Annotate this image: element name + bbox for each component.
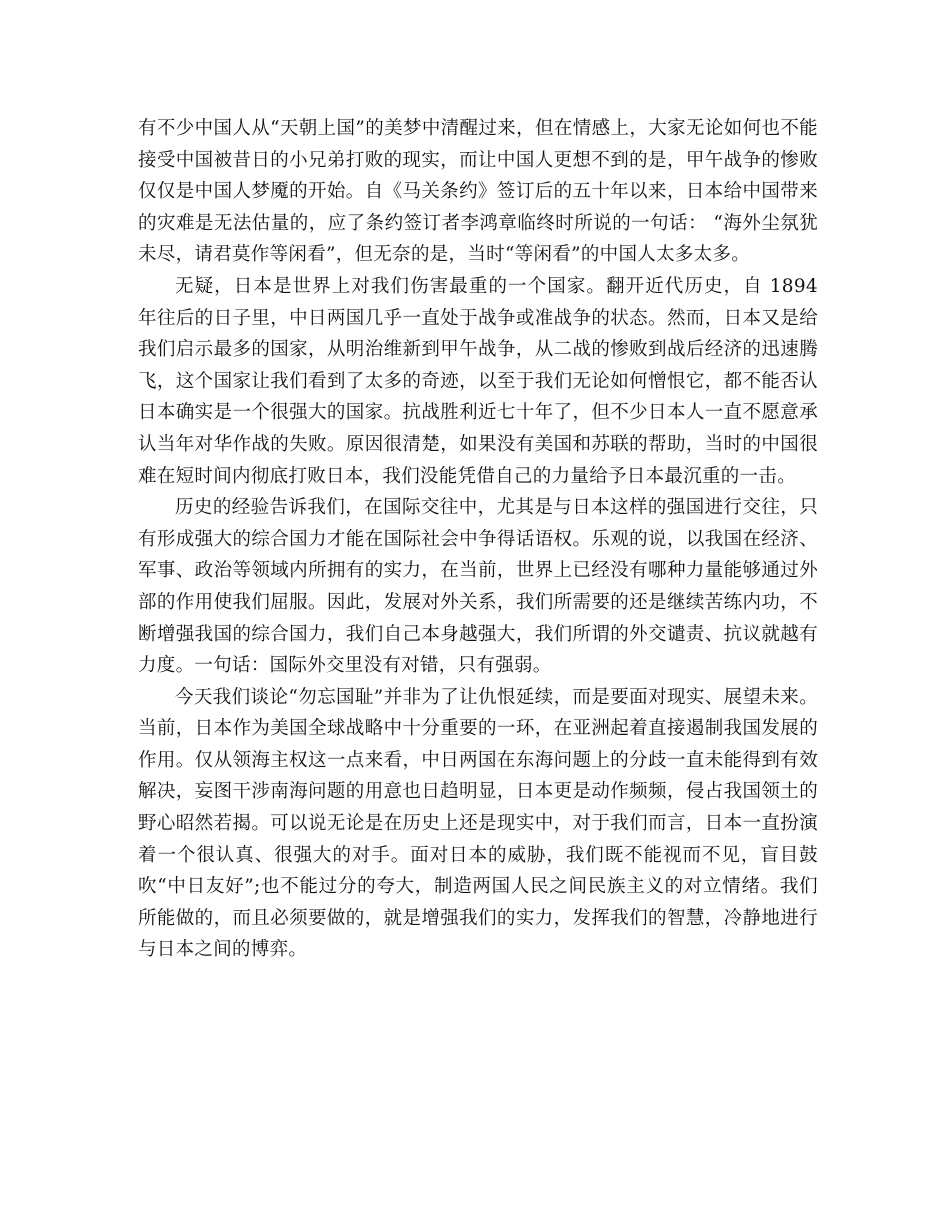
- paragraph-4: 今天我们谈论“勿忘国耻”并非为了让仇恨延续，而是要面对现实、展望未来。当前，日本作为美国全球战略中十分重要的一环，在亚洲起着直接遏制我国发展的作用。仅从领海主权这一点来看，中日两国在东海问题上的分歧一直未能得到有效解决，妄图干涉南海问题的用意也日趋明显，日本更是动作频频，侵占我国领土的野心昭然若揭。可以说无论是在历史上还是现实中，对于我们而言，日本一直扮演着一个很认真、很强大的对手。面对日本的威胁，我们既不能视而不见，盲目鼓吹“中日友好”;也不能过分的夸大，制造两国人民之间民族主义的对立情绪。我们所能做的，而且必须要做的，就是增强我们的实力，发挥我们的智慧，冷静地进行与日本之间的博弈。: [138, 686, 818, 961]
- document-body: [138, 113, 818, 966]
- paragraph-1: 有不少中国人从“天朝上国”的美梦中清醒过来，但在情感上，大家无论如何也不能接受中国被昔日的小兄弟打败的现实，而让中国人更想不到的是，甲午战争的惨败仅仅是中国人梦魇的开始。自《马关条约》签订后的五十年以来，日本给中国带来的灾难是无法估量的，应了条约签订者李鸿章临终时所说的一句话： “海外尘氛犹未尽，请君莫作等闲看”，但无奈的是，当时“等闲看”的中国人太多太多。: [138, 118, 818, 266]
- paragraph-3: 历史的经验告诉我们，在国际交往中，尤其是与日本这样的强国进行交往，只有形成强大的综合国力才能在国际社会中争得话语权。乐观的说，以我国在经济、军事、政治等领域内所拥有的实力，在当前，世界上已经没有哪种力量能够通过外部的作用使我们屈服。因此，发展对外关系，我们所需要的还是继续苦练内功，不断增强我国的综合国力，我们自己本身越强大，我们所谓的外交谴责、抗议就越有力度。一句话：国际外交里没有对错，只有强弱。: [138, 497, 818, 677]
- paragraph-2: 无疑，日本是世界上对我们伤害最重的一个国家。翻开近代历史，自 1894 年往后的日子里，中日两国几乎一直处于战争或准战争的状态。然而，日本又是给我们启示最多的国家，从明治维新到甲午战争，从二战的惨败到战后经济的迅速腾飞，这个国家让我们看到了太多的奇迹，以至于我们无论如何憎恨它，都不能否认日本确实是一个很强大的国家。抗战胜利近七十年了，但不少日本人一直不愿意承认当年对华作战的失败。原因很清楚，如果没有美国和苏联的帮助，当时的中国很难在短时间内彻底打败日本，我们没能凭借自己的力量给予日本最沉重的一击。: [138, 275, 818, 487]
